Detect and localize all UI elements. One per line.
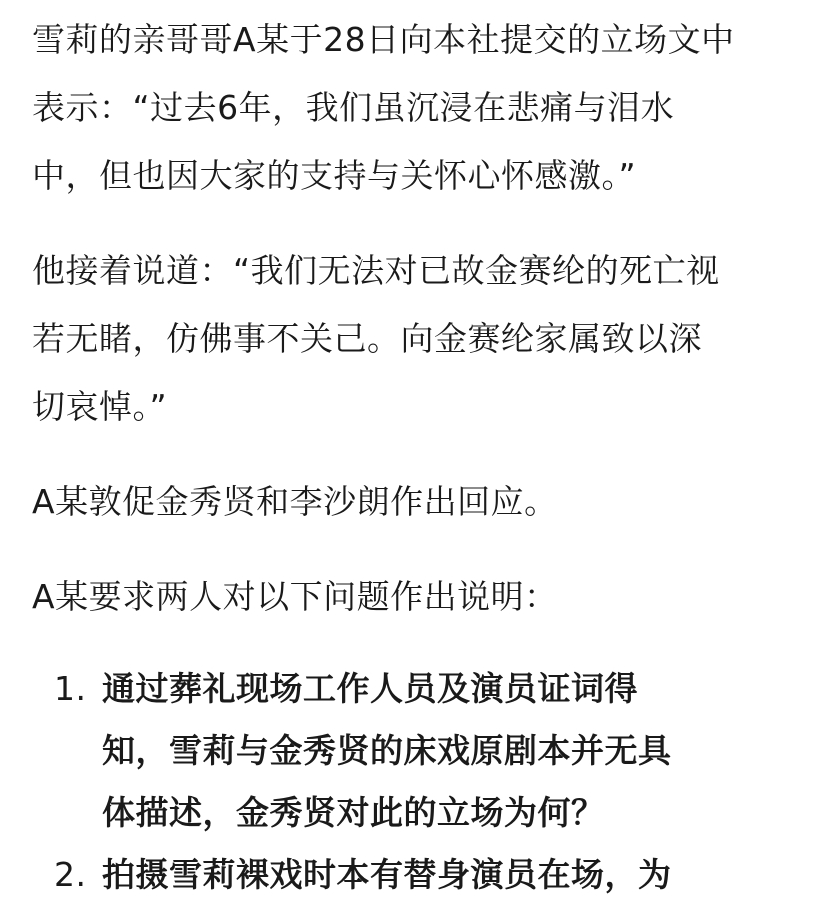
text-line: 雪莉的亲哥哥A某于28日向本社提交的立场文中	[32, 20, 735, 59]
question-item-2	[32, 844, 812, 906]
text-line: 中，但也因大家的支持与关怀心怀感激。”	[32, 156, 637, 195]
question-list	[32, 658, 812, 906]
text-line: 表示：“过去6年，我们虽沉浸在悲痛与泪水	[32, 88, 675, 127]
text-line: A某要求两人对以下问题作出说明：	[32, 577, 558, 616]
text-line: 他接着说道：“我们无法对已故金赛纶的死亡视	[32, 251, 720, 290]
paragraph-statement	[32, 6, 812, 210]
article-body	[32, 6, 812, 906]
question-item-1	[32, 658, 812, 844]
question-number: 1.	[54, 669, 87, 708]
paragraph-urge-response	[32, 468, 812, 536]
question-line: 体描述，金秀贤对此的立场为何？	[102, 793, 605, 832]
paragraph-request-intro	[32, 563, 812, 631]
paragraph-condolence	[32, 237, 812, 441]
text-line: 若无睹，仿佛事不关己。向金赛纶家属致以深	[32, 319, 702, 358]
text-line: 切哀悼。”	[32, 387, 168, 426]
text-line: A某敦促金秀贤和李沙朗作出回应。	[32, 482, 558, 521]
question-line: 知，雪莉与金秀贤的床戏原剧本并无具	[102, 731, 672, 770]
question-number: 2.	[54, 855, 87, 894]
question-line: 通过葬礼现场工作人员及演员证词得	[102, 669, 638, 708]
question-line: 拍摄雪莉裸戏时本有替身演员在场，为	[102, 855, 672, 894]
